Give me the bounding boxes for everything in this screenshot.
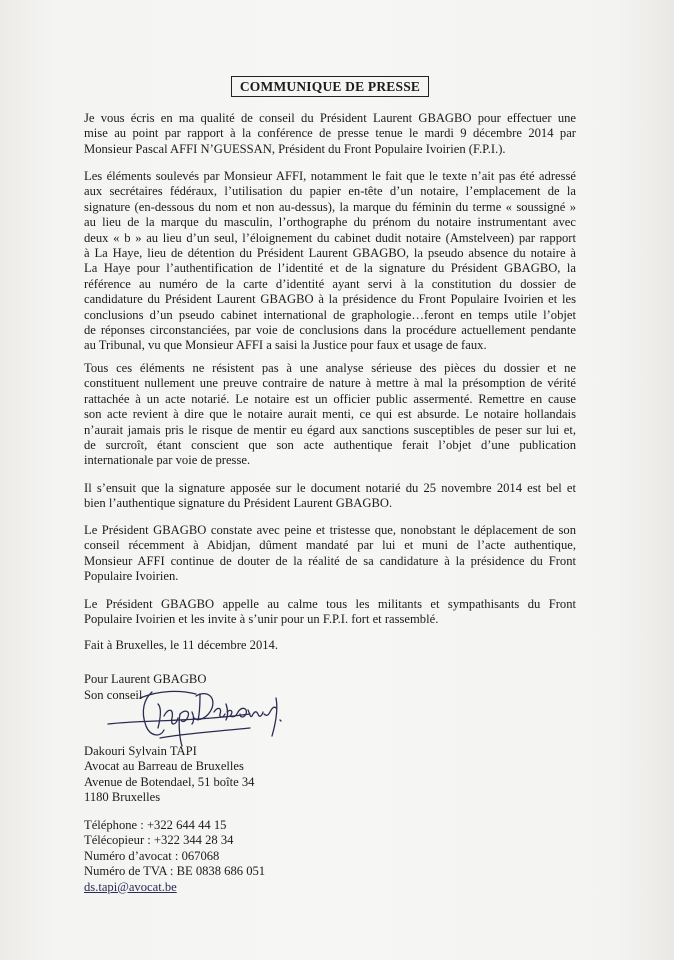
paragraph-points-raised xyxy=(84,169,576,354)
paragraph-conclusion xyxy=(84,481,576,512)
text-line: Le Président GBAGBO appelle au calme tous les militants et sympathisants du Front xyxy=(84,597,576,611)
paragraph-analysis xyxy=(84,361,576,469)
text-line: au Tribunal, vu que Monsieur AFFI a saisi la Justice pour faux et usage de faux. xyxy=(84,338,487,353)
paragraph-doubt xyxy=(84,523,576,585)
text-line: de réponses circonstanciées, par voie de conclusions dans la procédure actuellement pendante xyxy=(84,323,576,338)
contact-block xyxy=(84,818,265,895)
text-line: La Haye pour l’authentification de l’identité et de la signature du Président GBAGBO, la xyxy=(84,261,576,276)
sender-address-street: Avenue de Botendael, 51 boîte 34 xyxy=(84,774,255,789)
sender-block xyxy=(84,744,254,806)
text-line: signature (en-dessous du nom et non au-dessus), la marque du féminin du terme « soussigné » xyxy=(84,199,576,214)
text-line: Monsieur AFFI continue de douter de la réalité de sa candidature à la présidence du Front xyxy=(84,553,576,568)
paragraph-appeal xyxy=(84,597,576,628)
text-line: Je vous écris en ma qualité de conseil du Président Laurent GBAGBO pour effectuer une xyxy=(84,111,576,125)
text-line: Tous ces éléments ne résistent pas à une analyse sérieuse des pièces du dossier et ne xyxy=(84,361,576,375)
text-line: Populaire Ivoirien. xyxy=(84,569,179,584)
text-line: son acte revient à dire que le notaire aurait menti, ce qui est absurde. Le notaire hollandais xyxy=(84,407,576,422)
text-line: conclusions d’un pseudo cabinet international de graphologie…feront en temps utile l’objet xyxy=(84,307,576,322)
text-line: au lieu de la marque du masculin, l’orthographe du prénom du notaire instrumentant avec xyxy=(84,215,576,230)
text-line: candidature du Président Laurent GBAGBO à la présidence du Front Populaire Ivoirien et les xyxy=(84,292,576,307)
document-title: COMMUNIQUE DE PRESSE xyxy=(231,76,429,97)
sender-title: Avocat au Barreau de Bruxelles xyxy=(84,759,244,774)
signoff-role: Son conseil xyxy=(84,688,143,702)
text-line: Populaire Ivoirien et les invite à s’unir pour un F.P.I. fort et rassemblé. xyxy=(84,612,439,627)
text-line: mise au point par rapport à la conférence de presse tenue le mardi 9 décembre 2014 par xyxy=(84,126,576,141)
text-line: aux secrétaires fédéraux, l’utilisation du papier en-tête d’un notaire, l’emplacement de la xyxy=(84,184,576,199)
paragraph-intro xyxy=(84,111,576,157)
phone-number: Téléphone : +322 644 44 15 xyxy=(84,818,227,832)
lawyer-number: Numéro d’avocat : 067068 xyxy=(84,848,220,863)
dateline: Fait à Bruxelles, le 11 décembre 2014. xyxy=(84,638,278,652)
text-line: référence au numéro de la carte d’identité ayant servi à la constitution du dossier de xyxy=(84,276,576,291)
text-line: de surcroît, étant conscient que son acte authentique ferait l’objet d’une publication xyxy=(84,438,576,453)
email-link[interactable]: ds.tapi@avocat.be xyxy=(84,879,177,894)
fax-number: Télécopieur : +322 344 28 34 xyxy=(84,833,234,848)
text-line: n’aurait jamais pris le risque de mentir eu égard aux sanctions susceptibles de peser sur lui et, xyxy=(84,422,576,437)
sender-name: Dakouri Sylvain TAPI xyxy=(84,744,197,758)
text-line: deux « b » au lieu d’un seul, l’éloignement du cabinet dudit notaire (Amstelveen) par rapport xyxy=(84,230,576,245)
text-line: rattachée à un acte notarié. Le notaire est un officier public assermenté. Remettre en cause xyxy=(84,391,576,406)
text-line: Le Président GBAGBO constate avec peine et tristesse que, nonobstant le déplacement de son xyxy=(84,523,576,537)
text-line: bien l’authentique signature du Président Laurent GBAGBO. xyxy=(84,496,393,511)
text-line: internationale par voie de presse. xyxy=(84,453,251,468)
text-line: conseil récemment à Abidjan, dûment mandaté par lui et muni de l’acte authentique, xyxy=(84,538,576,553)
sender-address-city: 1180 Bruxelles xyxy=(84,790,161,805)
text-line: Monsieur Pascal AFFI N’GUESSAN, Président du Front Populaire Ivoirien (F.P.I.). xyxy=(84,141,506,156)
text-line: Les éléments soulevés par Monsieur AFFI, notamment le fait que le texte n’ait pas été adressé xyxy=(84,169,576,183)
text-line: à La Haye, lieu de détention du Président Laurent GBAGBO, la pseudo absence du notaire à xyxy=(84,246,576,261)
text-line: constituent nullement une preuve contraire de nature à mettre à mal la présomption de vérité xyxy=(84,376,576,391)
vat-number: Numéro de TVA : BE 0838 686 051 xyxy=(84,864,266,879)
signoff-for: Pour Laurent GBAGBO xyxy=(84,672,207,686)
text-line: Il s’ensuit que la signature apposée sur le document notarié du 25 novembre 2014 est bel et xyxy=(84,481,576,495)
